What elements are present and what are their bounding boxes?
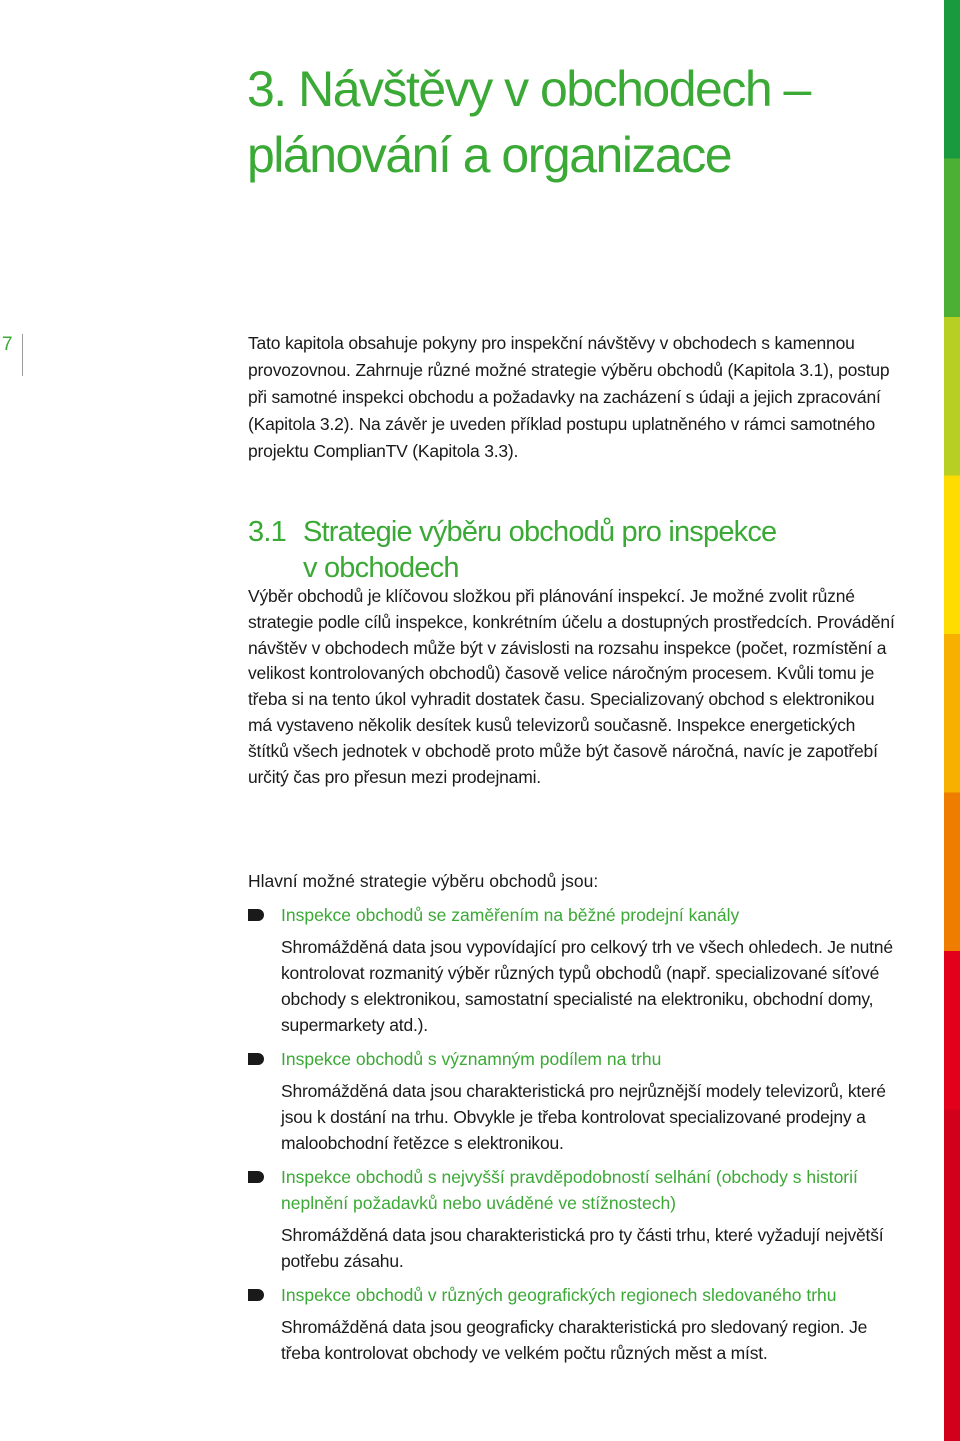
list-item xyxy=(248,1046,898,1156)
list-item xyxy=(248,1164,898,1274)
color-scale-sidebar xyxy=(944,0,960,1441)
page-number: 7 xyxy=(2,334,13,355)
section-heading xyxy=(248,514,776,586)
strategy-list xyxy=(248,902,898,1374)
strategy-title: Inspekce obchodů s nejvyšší pravděpodobností selhání (obchody s historií neplnění požadavků nebo uváděné ve stížnostech) xyxy=(281,1167,858,1213)
list-item xyxy=(248,902,898,1038)
strategy-title: Inspekce obchodů v různých geografických regionech sledovaného trhu xyxy=(281,1285,837,1305)
chapter-title-line2: plánování a organizace xyxy=(247,127,732,183)
section-number: 3.1 xyxy=(248,516,286,548)
strategy-title: Inspekce obchodů s významným podílem na trhu xyxy=(281,1049,662,1069)
strategy-description: Shromážděná data jsou charakteristická pro ty části trhu, které vyžadují největší potřebu zásahu. xyxy=(281,1225,884,1271)
page-number-divider xyxy=(22,334,23,376)
section-body-paragraph: Výběr obchodů je klíčovou složkou při plánování inspekcí. Je možné zvolit různé strategie podle cílů inspekce, konkrétním účelu a dostupných prostředcích. Provádění návštěv v obchodech může být v závislosti na rozsahu inspekce (počet, rozmístění a velikost kontrolovaných obchodů) časově velice náročným procesem. Kvůli tomu je třeba si na tento úkol vyhradit dostatek času. Specializovaný obchod s elektronikou má vystaveno několik desítek kusů televizorů současně. Inspekce energetických štítků všech jednotek v obchodě proto může být časově náročná, navíc je zapotřebí určitý čas pro přesun mezi prodejnami. xyxy=(248,586,895,787)
bullet-icon xyxy=(248,1053,264,1065)
intro-paragraph: Tato kapitola obsahuje pokyny pro inspekční návštěvy v obchodech s kamennou provozovnou. Zahrnuje různé možné strategie výběru obchodů (Kapitola 3.1), postup při samotné inspekci obchodu a požadavky na zacházení s údaji a jejich zpracování (Kapitola 3.2). Na závěr je uveden příklad postupu uplatněného v rámci samotného projektu ComplianTV (Kapitola 3.3). xyxy=(248,333,890,461)
list-item xyxy=(248,1282,898,1366)
bullet-icon xyxy=(248,1289,264,1301)
strategy-title: Inspekce obchodů se zaměřením na běžné prodejní kanály xyxy=(281,905,740,925)
strategy-description: Shromážděná data jsou geograficky charakteristická pro sledovaný region. Je třeba kontrolovat obchody ve velkém počtu různých měst a míst. xyxy=(281,1317,868,1363)
bullet-icon xyxy=(248,909,264,921)
strategies-lead: Hlavní možné strategie výběru obchodů jsou: xyxy=(248,871,599,891)
bullet-icon xyxy=(248,1171,264,1183)
strategy-description: Shromážděná data jsou charakteristická pro nejrůznější modely televizorů, které jsou k dostání na trhu. Obvykle je třeba kontrolovat specializované prodejny a maloobchodní řetězce s elektronikou. xyxy=(281,1081,886,1153)
section-title-line2: v obchodech xyxy=(303,552,459,584)
chapter-title xyxy=(247,56,810,188)
chapter-title-line1: 3. Návštěvy v obchodech – xyxy=(247,61,810,117)
strategy-description: Shromážděná data jsou vypovídající pro celkový trh ve všech ohledech. Je nutné kontrolovat rozmanitý výběr různých typů obchodů (např. specializované síťové obchody s elektronikou, samostatní specialisté na elektroniku, obchodní domy, supermarkety atd.). xyxy=(281,937,893,1035)
section-title-line1: Strategie výběru obchodů pro inspekce xyxy=(303,516,777,548)
